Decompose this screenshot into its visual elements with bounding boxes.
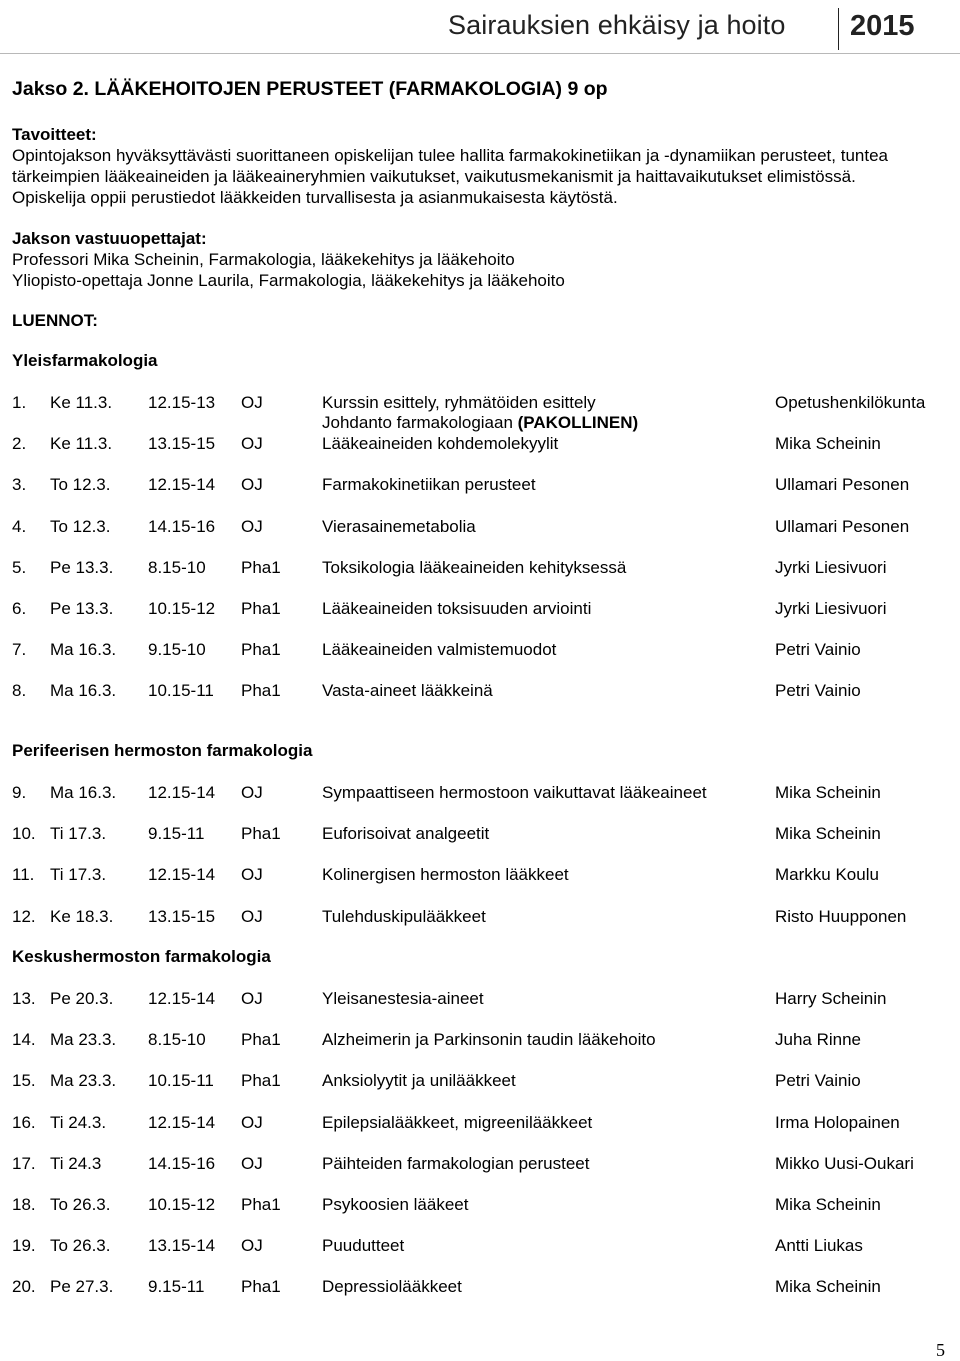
lecture-num: 12. xyxy=(12,906,36,926)
lecture-day: Ma 16.3. xyxy=(50,783,117,802)
lecture-topic: Alzheimerin ja Parkinsonin taudin lääkehoito xyxy=(322,1030,656,1050)
lecture-day: Ma 16.3. xyxy=(50,681,117,701)
lecture-num: 6. xyxy=(12,599,27,618)
lecture-num: 7. xyxy=(12,640,27,660)
lecture-day: Pe 27.3. xyxy=(50,1277,114,1297)
lecture-time: 10.15-11 xyxy=(148,681,214,701)
lecture-lecturer: Mikko Uusi-Oukari xyxy=(775,1153,914,1173)
lecture-time: 10.15-12 xyxy=(148,599,216,618)
lecture-time: 8.15-10 xyxy=(148,557,206,577)
lecture-day: Ke 18.3. xyxy=(50,906,114,926)
lecture-topic-line2-text: Johdanto farmakologiaan xyxy=(322,413,518,432)
lecture-topic: Lääkeaineiden kohdemolekyylit xyxy=(322,434,559,454)
lecture-day: Ti 24.3 xyxy=(50,1153,102,1173)
lecture-room: OJ xyxy=(241,1112,263,1132)
lecture-num: 11. xyxy=(12,865,35,885)
goals-line: Opiskelija oppii perustiedot lääkkeiden turvallisesta ja asianmukaisesta käytöstä. xyxy=(12,188,618,207)
lecture-num: 8. xyxy=(12,681,27,701)
lecture-day: Ma 16.3. xyxy=(50,640,117,660)
lecture-time: 12.15-13 xyxy=(148,393,216,412)
lecture-day: To 26.3. xyxy=(50,1195,111,1214)
lecture-num: 16. xyxy=(12,1112,36,1132)
goals-line: Opintojakson hyväksyttävästi suorittaneen opiskelijan tulee hallita farmakokinetiikan ja -dynamiikan perusteet, tuntea xyxy=(12,146,888,165)
lecture-day: Ke 11.3. xyxy=(50,434,113,454)
group-heading: Perifeerisen hermoston farmakologia xyxy=(12,741,313,760)
lecture-time: 12.15-14 xyxy=(148,783,216,802)
lecture-lecturer: Mika Scheinin xyxy=(775,1277,881,1297)
lecture-time: 9.15-10 xyxy=(148,640,206,660)
lecture-lecturer: Mika Scheinin xyxy=(775,783,881,802)
group-heading: Keskushermoston farmakologia xyxy=(12,947,271,966)
lecture-num: 10. xyxy=(12,824,36,844)
lecture-room: Pha1 xyxy=(241,1030,281,1050)
lectures-heading: LUENNOT: xyxy=(12,311,98,330)
lecture-lecturer: Jyrki Liesivuori xyxy=(775,557,887,577)
lecture-topic: Epilepsialääkkeet, migreenilääkkeet xyxy=(322,1112,593,1132)
lecture-room: Pha1 xyxy=(241,1071,281,1091)
lecture-room: OJ xyxy=(241,434,263,454)
lecture-time: 9.15-11 xyxy=(148,824,205,844)
lecture-topic: Tulehduskipulääkkeet xyxy=(322,906,486,926)
lecture-topic-line2 xyxy=(322,412,638,433)
lecture-day: To 12.3. xyxy=(50,475,111,495)
teacher-line: Yliopisto-opettaja Jonne Laurila, Farmakologia, lääkekehitys ja lääkehoito xyxy=(12,271,565,290)
lecture-day: Ti 17.3. xyxy=(50,824,107,844)
lecture-day: Ti 24.3. xyxy=(50,1112,107,1132)
teachers-heading: Jakson vastuuopettajat: xyxy=(12,229,207,248)
group-heading: Yleisfarmakologia xyxy=(12,351,158,370)
lecture-num: 15. xyxy=(12,1071,36,1091)
lecture-lecturer: Mika Scheinin xyxy=(775,1195,881,1214)
lecture-day: Ke 11.3. xyxy=(50,393,113,412)
lecture-topic: Vasta-aineet lääkkeinä xyxy=(322,681,493,701)
lecture-day: Ma 23.3. xyxy=(50,1071,117,1091)
lecture-room: Pha1 xyxy=(241,599,281,618)
lecture-num: 17. xyxy=(12,1153,36,1173)
lecture-room: OJ xyxy=(241,906,263,926)
lecture-topic: Puudutteet xyxy=(322,1236,405,1256)
lecture-room: Pha1 xyxy=(241,640,281,660)
goals-heading: Tavoitteet: xyxy=(12,125,97,144)
lecture-lecturer: Antti Liukas xyxy=(775,1236,863,1256)
lecture-room: OJ xyxy=(241,1236,263,1256)
lecture-room: OJ xyxy=(241,516,263,536)
lecture-day: Pe 20.3. xyxy=(50,989,114,1008)
lecture-day: Pe 13.3. xyxy=(50,557,114,577)
lecture-time: 13.15-15 xyxy=(148,906,216,926)
lecture-num: 2. xyxy=(12,434,27,454)
lecture-time: 12.15-14 xyxy=(148,989,216,1008)
lecture-lecturer: Jyrki Liesivuori xyxy=(775,599,887,618)
lecture-time: 12.15-14 xyxy=(148,475,216,495)
lecture-room: OJ xyxy=(241,475,263,495)
lecture-num: 20. xyxy=(12,1277,36,1297)
lecture-topic: Lääkeaineiden toksisuuden arviointi xyxy=(322,599,592,618)
lecture-time: 14.15-16 xyxy=(148,1153,216,1173)
lecture-day: Ti 17.3. xyxy=(50,865,107,885)
lecture-topic: Farmakokinetiikan perusteet xyxy=(322,475,536,495)
lecture-room: OJ xyxy=(241,1153,263,1173)
lecture-lecturer: Irma Holopainen xyxy=(775,1112,900,1132)
lecture-topic: Yleisanestesia-aineet xyxy=(322,989,484,1008)
lecture-room: Pha1 xyxy=(241,1277,281,1297)
teacher-line: Professori Mika Scheinin, Farmakologia, lääkekehitys ja lääkehoito xyxy=(12,250,515,269)
lecture-topic: Psykoosien lääkeet xyxy=(322,1195,469,1214)
header-title: Sairauksien ehkäisy ja hoito xyxy=(448,10,786,40)
lecture-lecturer: Risto Huupponen xyxy=(775,906,907,926)
lecture-lecturer: Opetushenkilökunta xyxy=(775,393,926,412)
lecture-lecturer: Petri Vainio xyxy=(775,1071,861,1091)
lecture-room: OJ xyxy=(241,865,263,885)
lecture-topic: Euforisoivat analgeetit xyxy=(322,824,490,844)
lecture-lecturer: Mika Scheinin xyxy=(775,824,881,844)
lecture-lecturer: Petri Vainio xyxy=(775,681,861,701)
lecture-lecturer: Mika Scheinin xyxy=(775,434,881,454)
lecture-topic: Anksiolyytit ja unilääkkeet xyxy=(322,1071,516,1091)
lecture-topic: Vierasainemetabolia xyxy=(322,516,476,536)
lecture-time: 14.15-16 xyxy=(148,516,216,536)
lecture-lecturer: Juha Rinne xyxy=(775,1030,862,1050)
lecture-room: Pha1 xyxy=(241,557,281,577)
page-number: 5 xyxy=(936,1340,945,1360)
header-rule xyxy=(0,53,960,54)
lecture-topic: Kolinergisen hermoston lääkkeet xyxy=(322,865,569,885)
lecture-topic: Päihteiden farmakologian perusteet xyxy=(322,1153,590,1173)
lecture-room: Pha1 xyxy=(241,824,281,844)
section-title: Jakso 2. LÄÄKEHOITOJEN PERUSTEET (FARMAKOLOGIA) 9 op xyxy=(12,78,608,100)
goals-line: tärkeimpien lääkeaineiden ja lääkeaineryhmien vaikutukset, vaikutusmekanismit ja haittavaikutukset elimistössä. xyxy=(12,167,856,186)
lecture-room: OJ xyxy=(241,989,263,1008)
lecture-num: 5. xyxy=(12,557,27,577)
lecture-time: 12.15-14 xyxy=(148,1112,216,1132)
lecture-topic: Toksikologia lääkeaineiden kehityksessä xyxy=(322,557,627,577)
lecture-day: Pe 13.3. xyxy=(50,599,114,618)
lecture-topic: Kurssin esittely, ryhmätöiden esittely xyxy=(322,393,596,412)
lecture-lecturer: Petri Vainio xyxy=(775,640,861,660)
lecture-lecturer: Ullamari Pesonen xyxy=(775,475,910,495)
lecture-time: 13.15-15 xyxy=(148,434,216,454)
lecture-lecturer: Markku Koulu xyxy=(775,865,879,885)
lecture-time: 9.15-11 xyxy=(148,1277,205,1297)
lecture-day: To 12.3. xyxy=(50,516,111,536)
lecture-room: Pha1 xyxy=(241,681,281,701)
lecture-time: 10.15-11 xyxy=(148,1071,214,1091)
lecture-num: 3. xyxy=(12,475,27,495)
header-separator xyxy=(838,8,839,50)
lecture-num: 18. xyxy=(12,1195,36,1214)
lecture-num: 9. xyxy=(12,783,27,802)
header-year: 2015 xyxy=(850,10,915,42)
lecture-num: 19. xyxy=(12,1236,36,1256)
lecture-lecturer: Harry Scheinin xyxy=(775,989,887,1008)
lecture-num: 1. xyxy=(12,393,27,412)
lecture-topic: Lääkeaineiden valmistemuodot xyxy=(322,640,557,660)
mandatory-label: (PAKOLLINEN) xyxy=(517,413,639,432)
lecture-num: 4. xyxy=(12,516,27,536)
lecture-room: Pha1 xyxy=(241,1195,281,1214)
lecture-num: 14. xyxy=(12,1030,36,1050)
lecture-time: 10.15-12 xyxy=(148,1195,216,1214)
lecture-num: 13. xyxy=(12,989,36,1008)
lecture-time: 13.15-14 xyxy=(148,1236,216,1256)
lecture-topic: Depressiolääkkeet xyxy=(322,1277,462,1297)
lecture-time: 8.15-10 xyxy=(148,1030,206,1050)
lecture-time: 12.15-14 xyxy=(148,865,216,885)
lecture-day: To 26.3. xyxy=(50,1236,111,1256)
lecture-room: OJ xyxy=(241,393,263,412)
lecture-topic: Sympaattiseen hermostoon vaikuttavat lääkeaineet xyxy=(322,783,707,802)
lecture-day: Ma 23.3. xyxy=(50,1030,117,1050)
lecture-room: OJ xyxy=(241,783,263,802)
lecture-lecturer: Ullamari Pesonen xyxy=(775,516,910,536)
